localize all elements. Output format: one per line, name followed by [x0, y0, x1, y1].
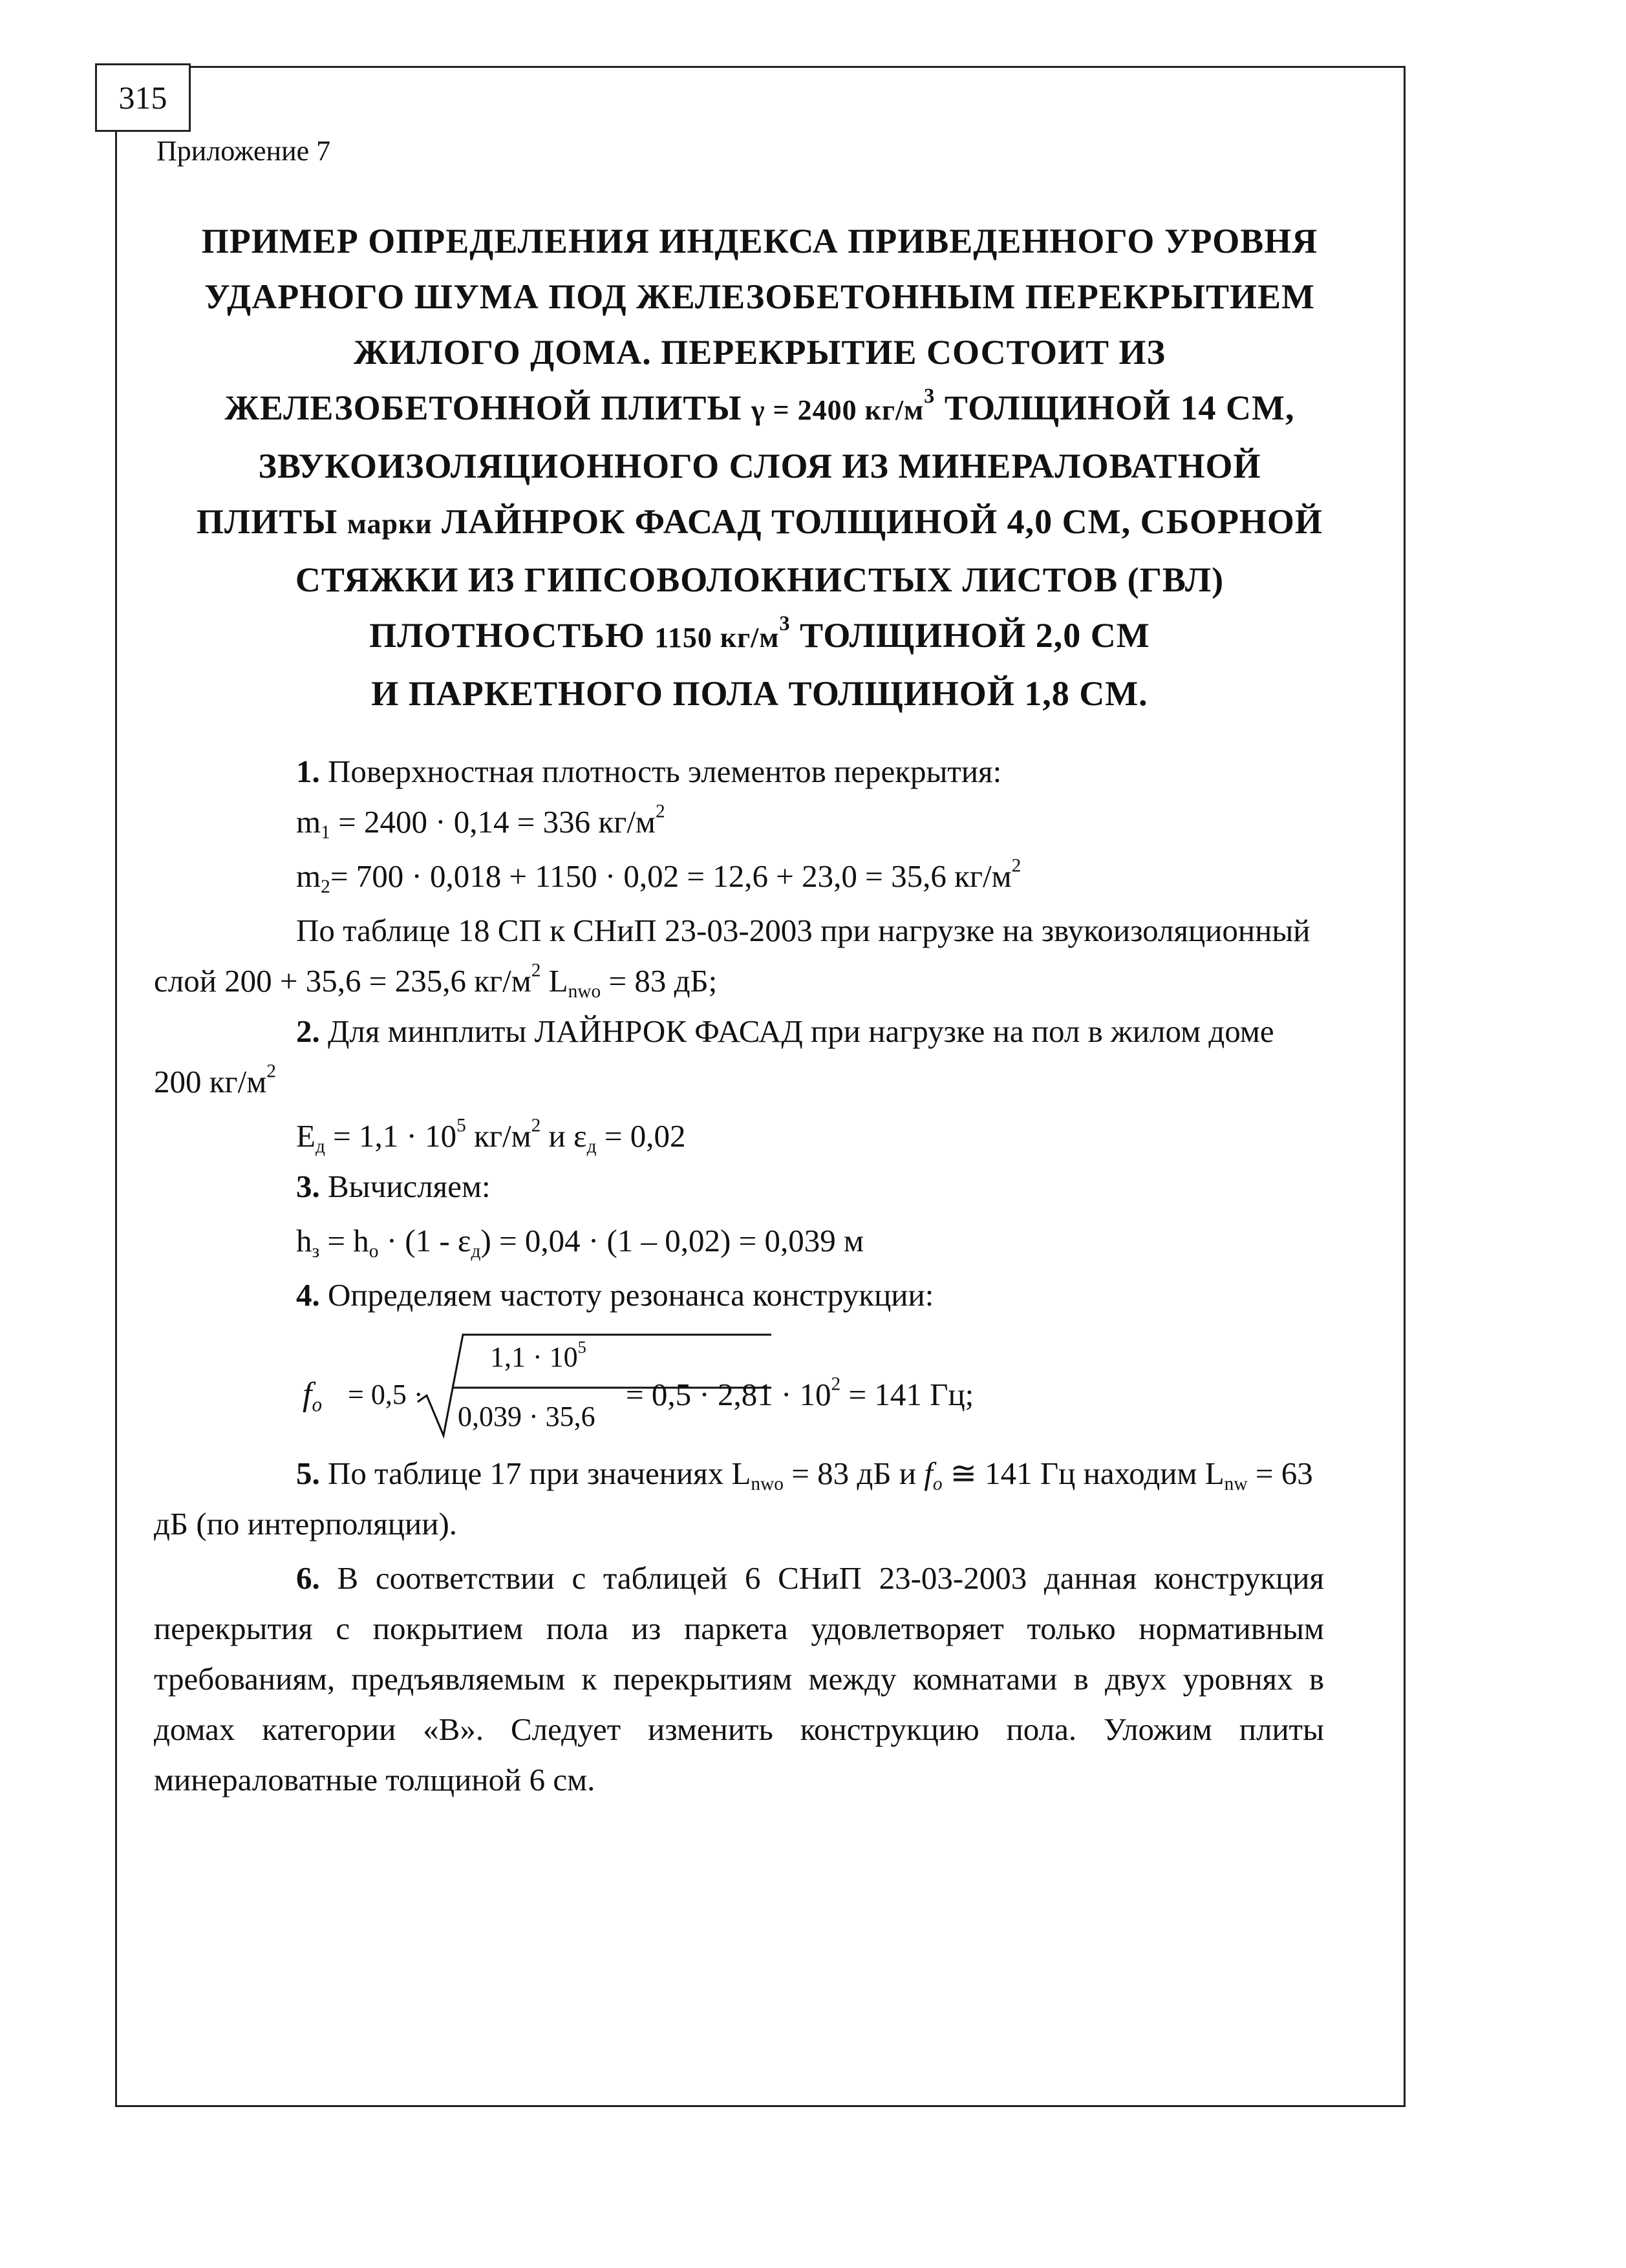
step-2-text: 2. Для минплиты ЛАЙНРОК ФАСАД при нагрузке на пол в жилом доме 200 $кг/м^2$ [154, 1013, 1274, 1099]
formula-f0: $f_o$ [303, 1376, 323, 1416]
step-1-heading: 1. Поверхностная плотность элементов перекрытия: [296, 754, 1002, 789]
title-line-1: ПРИМЕР ОПРЕДЕЛЕНИЯ ИНДЕКСА ПРИВЕДЕННОГО УРОВНЯ [201, 222, 1318, 260]
title-line-3: ЖИЛОГО ДОМА. ПЕРЕКРЫТИЕ СОСТОИТ ИЗ [354, 333, 1166, 372]
title-line-9: И ПАРКЕТНОГО ПОЛА ТОЛЩИНОЙ 1,8 СМ. [371, 674, 1148, 713]
step-1-paragraph: По таблице 18 СП к СНиП 23-03-2003 при нагрузке на звукоизоляционный слой 200 + 35,6 = 235,6 $кг/м^2$ $L_{nwo} = 83$ дБ; [154, 913, 1310, 1002]
step-4-heading: 4. Определяем частоту резонанса конструкции: [296, 1277, 934, 1313]
appendix-label: Приложение 7 [156, 135, 331, 167]
formula-result: = $0,5 \cdot 2,81 \cdot 10^2 = 141$ Гц; [626, 1373, 974, 1412]
formula-numerator: $1,1 \cdot 10^5$ [490, 1337, 586, 1373]
title-line-2: УДАРНОГО ШУМА ПОД ЖЕЛЕЗОБЕТОННЫМ ПЕРЕКРЫТИЕМ [204, 277, 1316, 316]
title-line-8: ПЛОТНОСТЬЮ 1150 $кг/м^3$ ТОЛЩИНОЙ 2,0 СМ [369, 612, 1150, 655]
step-6-text: 6. В соответствии с таблицей 6 СНиП 23-03-2003 данная конструкция перекрытия с покрытием пола из паркета удовлетворяет только нормативным требованиям, предъявляемым к перекрытиям между комнатами в двух уровнях в домах категории «В». Следует изменить конструкцию пола. Уложим плиты минераловатные толщиной 6 см. [154, 1560, 1324, 1797]
resonance-formula [154, 1332, 1324, 1442]
step-3-heading: 3. Вычисляем: [296, 1169, 491, 1204]
formula-denominator: 0,039 · 35,6 [458, 1401, 595, 1432]
page-number: 315 [95, 63, 191, 132]
formula-e: $E_д = 1,1 \cdot 10^5$ $кг/м^2$ и $\varepsilon_д = 0,02$ [296, 1115, 686, 1157]
title-line-5: ЗВУКОИЗОЛЯЦИОННОГО СЛОЯ ИЗ МИНЕРАЛОВАТНОЙ [258, 447, 1261, 485]
formula-coefficient: = 0,5 · [348, 1379, 423, 1410]
formula-h: $h_з = h_o \cdot (1 - \varepsilon_д) = 0,04 \cdot (1 - 0,02) = 0,039$ м [296, 1223, 864, 1262]
title-line-6: ПЛИТЫ марки ЛАЙНРОК ФАСАД ТОЛЩИНОЙ 4,0 СМ, СБОРНОЙ [197, 502, 1323, 541]
formula-m1: $m_1 = 2400 \cdot 0,14 = 336$ $кг/м^2$ [296, 801, 665, 843]
title-line-7: СТЯЖКИ ИЗ ГИПСОВОЛОКНИСТЫХ ЛИСТОВ (ГВЛ) [295, 560, 1225, 599]
formula-m2: $m_2= 700 \cdot 0,018 + 1150 \cdot 0,02 = 12,6 + 23,0 = 35,6$ $кг/м^2$ [296, 855, 1022, 897]
title-line-4: ЖЕЛЕЗОБЕТОННОЙ ПЛИТЫ γ = 2400 $кг/м^3$ ТОЛЩИНОЙ 14 СМ, [224, 385, 1295, 427]
document-title [149, 213, 1371, 721]
document-body [154, 747, 1324, 1805]
step-5-text: 5. По таблице 17 при значениях $L_{nwo} = 83$ дБ и $f_o$ ≅ 141 Гц находим $L_{nw} = 63$ дБ (по интерполяции). [154, 1456, 1313, 1542]
